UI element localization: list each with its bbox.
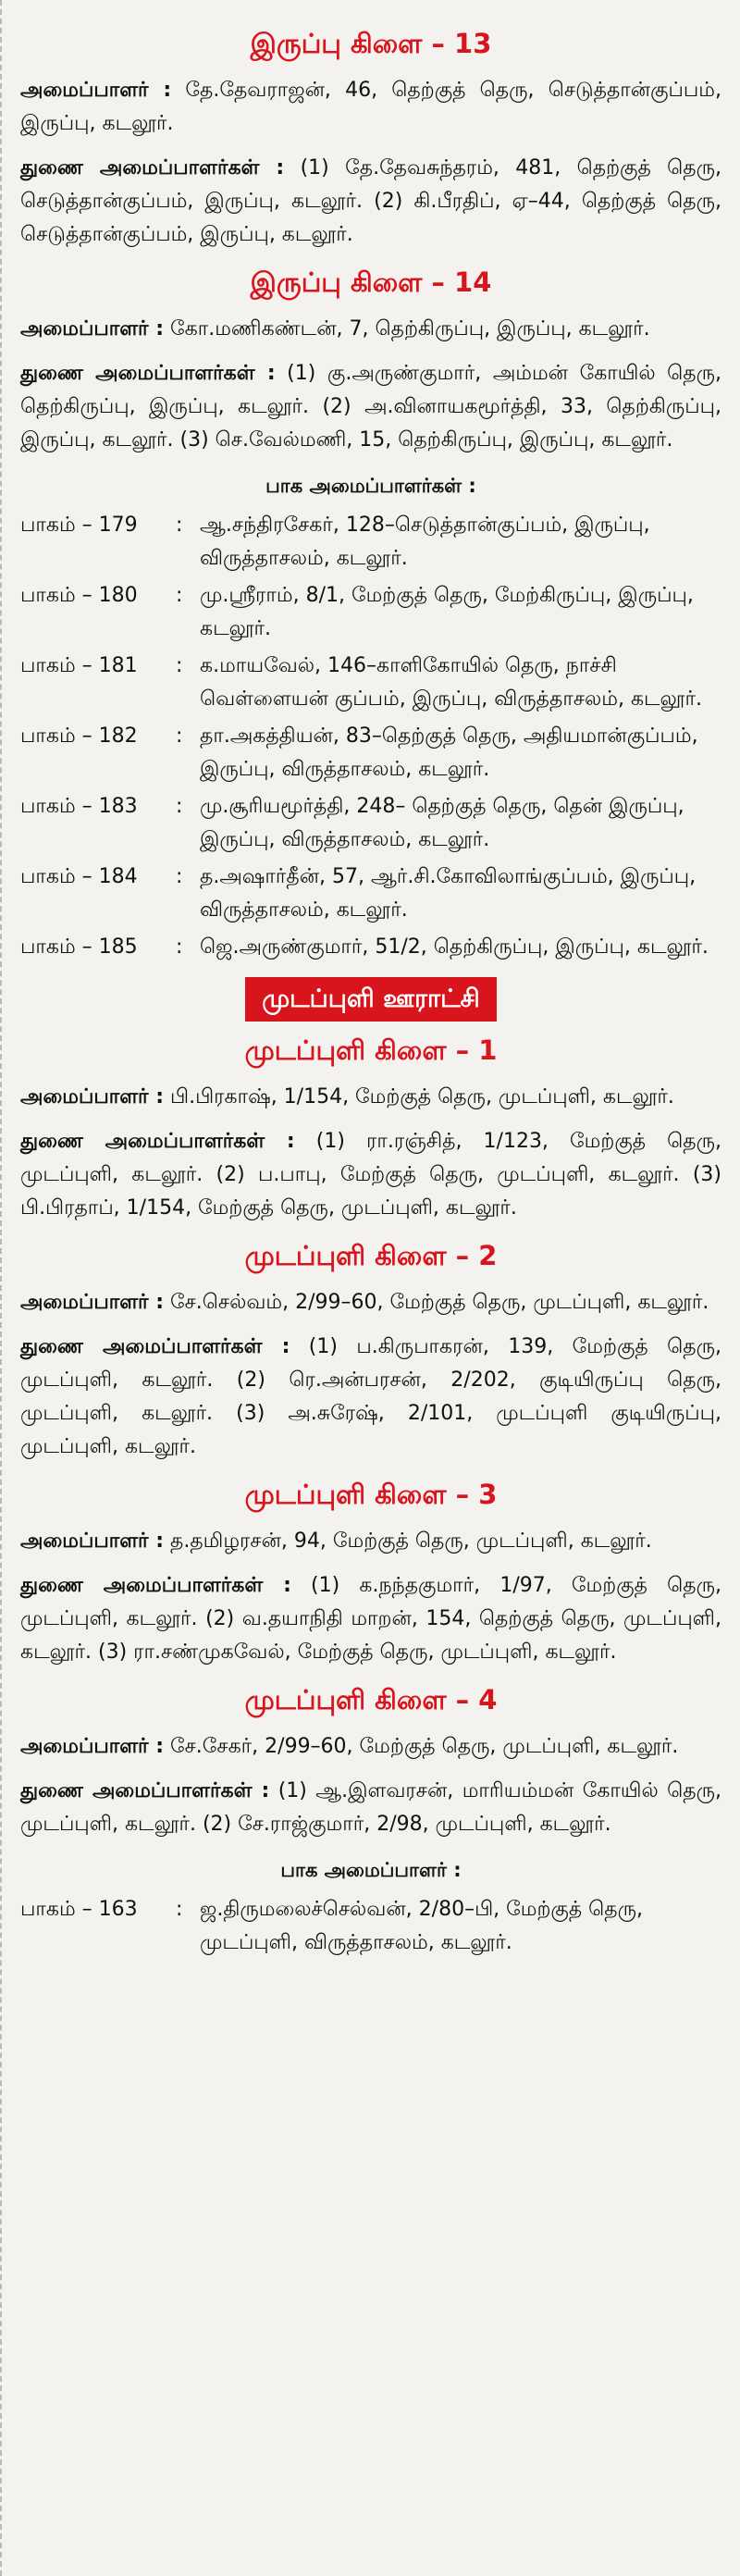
part-number: பாகம் – 182 [20,724,138,748]
mudappuli-branch-2-title: முடப்புளி கிளை – 2 [244,1240,498,1271]
colon-separator: : [176,654,183,677]
part-number: பாகம் – 181 [20,654,138,677]
branch-14-deputies [20,357,722,457]
mudappuli-branch-3-secretary [20,1525,722,1558]
mudappuli-branch-3-section [20,1475,722,1669]
secretary-text: தே.தேவராஜன், 46, தெற்குத் தெரு, செடுத்தான்குப்பம், இருப்பு, கடலூர். [20,79,722,135]
deputies-label: துணை அமைப்பாளர்கள் : [20,362,276,385]
secretary-text: த.தமிழரசன், 94, மேற்குத் தெரு, முடப்புளி, கடலூர். [164,1530,652,1553]
deputies-label: துணை அமைப்பாளர்கள் : [20,1335,290,1358]
secretary-text: சே.சேகர், 2/99–60, மேற்குத் தெரு, முடப்புளி, கடலூர். [164,1735,679,1758]
secretary-text: கோ.மணிகண்டன், 7, தெற்கிருப்பு, இருப்பு, கடலூர். [164,317,650,341]
part-row [20,509,722,576]
part-secretaries-list [20,1893,722,1960]
colon-separator: : [176,795,183,818]
part-number: பாகம் – 184 [20,865,138,888]
secretary-label: அமைப்பாளர் : [20,1530,165,1553]
mudappuli-branch-4-deputies [20,1775,722,1841]
branch-13-title: இருப்பு கிளை – 13 [250,28,492,59]
deputies-text: (1) ப.கிருபாகரன், 139, மேற்குத் தெரு, முடப்புளி, கடலூர். (2) ரெ.அன்பரசன், 2/202, குடியிருப்பு தெரு, முடப்புளி, கடலூர். (3) அ.சுரேஷ், 2/101, முடப்புளி குடியிருப்பு, முடப்புளி, கடலூர். [20,1335,722,1458]
part-number: பாகம் – 179 [20,514,138,537]
deputies-text: (1) ஆ.இளவரசன், மாரியம்மன் கோயில் தெரு, முடப்புளி, கடலூர். (2) சே.ராஜ்குமார், 2/98, முடப்புளி, கடலூர். [20,1779,722,1836]
deputies-text: (1) கு.அருண்குமார், அம்மன் கோயில் தெரு, தெற்கிருப்பு, இருப்பு, கடலூர். (2) அ.வினாயகமூர்த்தி, 33, தெற்கிருப்பு, இருப்பு, கடலூர். (3) செ.வேல்மணி, 15, தெற்கிருப்பு, இருப்பு, கடலூர். [20,362,722,452]
mudappuli-branch-2-section [20,1236,722,1464]
mudappuli-branch-1-secretary [20,1081,722,1114]
colon-separator: : [176,865,183,888]
part-row [20,931,722,964]
part-secretary-text: த.அஷார்தீன், 57, ஆர்.சி.கோவிலாங்குப்பம், இருப்பு, விருத்தாசலம், கடலூர். [200,865,697,922]
deputies-label: துணை அமைப்பாளர்கள் : [20,1779,270,1802]
part-number: பாகம் – 163 [20,1898,138,1921]
mudappuli-branch-3-deputies [20,1569,722,1669]
secretary-label: அமைப்பாளர் : [20,1085,165,1108]
branch-13-secretary [20,74,722,141]
mudappuli-branch-2-deputies [20,1331,722,1464]
colon-separator: : [176,724,183,748]
mudappuli-branch-1-section [20,1031,722,1225]
part-secretary-text: மு.சூரியமூர்த்தி, 248– தெற்குத் தெரு, தென் இருப்பு, இருப்பு, விருத்தாசலம், கடலூர். [200,795,684,851]
part-row [20,790,722,857]
mudappuli-branch-3-title: முடப்புளி கிளை – 3 [244,1479,498,1510]
colon-separator: : [176,1898,183,1921]
secretary-label: அமைப்பாளர் : [20,1291,165,1314]
mudappuli-branch-4-secretary [20,1730,722,1764]
part-secretary-text: தா.அகத்தியன், 83–தெற்குத் தெரு, அதியமான்குப்பம், இருப்பு, விருத்தாசலம், கடலூர். [200,724,698,781]
part-number: பாகம் – 183 [20,795,138,818]
colon-separator: : [176,514,183,537]
part-number: பாகம் – 180 [20,584,138,607]
colon-separator: : [176,935,183,959]
part-secretary-text: ஜெ.அருண்குமார், 51/2, தெற்கிருப்பு, இருப்பு, கடலூர். [200,935,709,959]
part-secretary-heading: பாக அமைப்பாளர் : [280,1859,462,1881]
part-secretary-text: க.மாயவேல், 146–காளிகோயில் தெரு, நாச்சி வெள்ளையன் குப்பம், இருப்பு, விருத்தாசலம், கடலூர். [200,654,702,711]
branch-13-section [20,24,722,252]
mudappuli-branch-1-deputies [20,1125,722,1225]
deputies-text: (1) க.நந்தகுமார், 1/97, மேற்குத் தெரு, முடப்புளி, கடலூர். (2) வ.தயாநிதி மாறன், 154, தெற்குத் தெரு, முடப்புளி, கடலூர். (3) ரா.சண்முகவேல், மேற்குத் தெரு, முடப்புளி, கடலூர். [20,1574,722,1664]
mudappuli-branch-2-secretary [20,1286,722,1319]
part-secretaries-heading: பாக அமைப்பாளர்கள் : [265,475,476,497]
mudappuli-branch-1-title: முடப்புளி கிளை – 1 [244,1034,498,1066]
secretary-label: அமைப்பாளர் : [20,79,172,102]
panchayat-banner-wrap [20,977,722,1022]
part-secretary-text: ஆ.சந்திரசேகர், 128–செடுத்தான்குப்பம், இருப்பு, விருத்தாசலம், கடலூர். [200,514,650,570]
part-row [20,861,722,927]
deputies-label: துணை அமைப்பாளர்கள் : [20,156,285,180]
deputies-label: துணை அமைப்பாளர்கள் : [20,1130,295,1153]
secretary-text: பி.பிரகாஷ், 1/154, மேற்குத் தெரு, முடப்புளி, கடலூர். [164,1085,674,1108]
part-row [20,579,722,646]
part-secretary-text: மு.ஸ்ரீராம், 8/1, மேற்குத் தெரு, மேற்கிருப்பு, இருப்பு, கடலூர். [200,584,694,640]
part-row [20,1893,722,1960]
branch-14-title: இருப்பு கிளை – 14 [250,266,492,298]
part-row [20,720,722,786]
deputies-text: (1) தே.தேவசுந்தரம், 481, தெற்குத் தெரு, செடுத்தான்குப்பம், இருப்பு, கடலூர். (2) கி.பீரதிப், ஏ–44, தெற்குத் தெரு, செடுத்தான்குப்பம், இருப்பு, கடலூர். [20,156,722,246]
part-row [20,650,722,716]
part-secretary-text: ஜ.திருமலைச்செல்வன், 2/80–பி, மேற்குத் தெரு, முடப்புளி, விருத்தாசலம், கடலூர். [200,1898,643,1954]
deputies-text: (1) ரா.ரஞ்சித், 1/123, மேற்குத் தெரு, முடப்புளி, கடலூர். (2) ப.பாபு, மேற்குத் தெரு, முடப்புளி, கடலூர். (3) பி.பிரதாப், 1/154, மேற்குத் தெரு, முடப்புளி, கடலூர். [20,1130,722,1220]
branch-13-deputies [20,152,722,252]
colon-separator: : [176,584,183,607]
panchayat-banner: முடப்புளி ஊராட்சி [245,977,497,1022]
deputies-label: துணை அமைப்பாளர்கள் : [20,1574,291,1597]
secretary-label: அமைப்பாளர் : [20,1735,165,1758]
part-number: பாகம் – 185 [20,935,138,959]
branch-14-secretary [20,313,722,346]
mudappuli-branch-4-section [20,1680,722,1960]
secretary-label: அமைப்பாளர் : [20,317,165,341]
secretary-text: சே.செல்வம், 2/99–60, மேற்குத் தெரு, முடப்புளி, கடலூர். [164,1291,709,1314]
branch-14-section [20,263,722,964]
mudappuli-branch-4-title: முடப்புளி கிளை – 4 [244,1684,498,1715]
part-secretaries-list [20,509,722,964]
